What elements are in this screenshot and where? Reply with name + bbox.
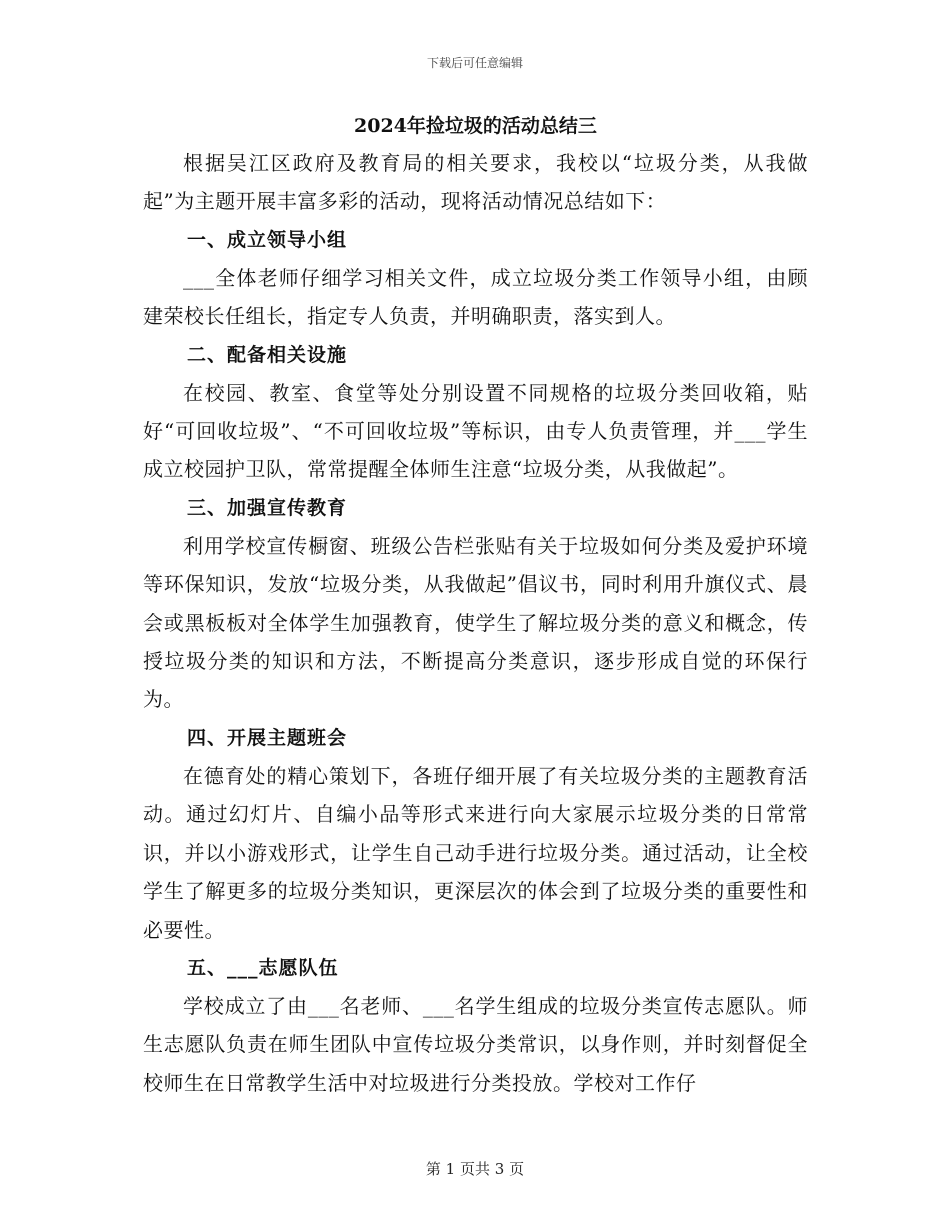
document-title: 2024年捡垃圾的活动总结三 <box>354 115 597 137</box>
section-body-3: 利用学校宣传橱窗、班级公告栏张贴有关于垃圾如何分类及爱护环境等环保知识，发放“垃圾分类，从我做起”倡议书，同时利用升旗仪式、晨会或黑板板对全体学生加强教育，使学生了解垃圾分类的意义和概念，传授垃圾分类的知识和方法，不断提高分类意识，逐步形成自觉的环保行为。 <box>143 533 808 712</box>
page-number: 第 1 页共 3 页 <box>425 1160 525 1178</box>
section-body-5: 学校成立了由___名老师、___名学生组成的垃圾分类宣传志愿队。师生志愿队负责在师生团队中宣传垃圾分类常识，以身作则，并时刻督促全校师生在日常教学生活中对垃圾进行分类投放。学校对工作仔 <box>143 993 808 1095</box>
section-heading-3: 三、加强宣传教育 <box>187 496 348 519</box>
section-heading-1: 一、成立领导小组 <box>187 228 348 251</box>
section-body-4: 在德育处的精心策划下，各班仔细开展了有关垃圾分类的主题教育活动。通过幻灯片、自编小品等形式来进行向大家展示垃圾分类的日常常识，并以小游戏形式，让学生自己动手进行垃圾分类。通过活动，让全校学生了解更多的垃圾分类知识，更深层次的体会到了垃圾分类的重要性和必要性。 <box>143 763 808 942</box>
section-heading-2: 二、配备相关设施 <box>187 343 348 366</box>
section-body-2: 在校园、教室、食堂等处分别设置不同规格的垃圾分类回收箱，贴好“可回收垃圾”、“不可回收垃圾”等标识，由专人负责管理，并___学生成立校园护卫队，常常提醒全体师生注意“垃圾分类，从我做起”。 <box>143 380 808 482</box>
document-body <box>143 108 808 1102</box>
section-heading-5: 五、___志愿队伍 <box>187 956 339 979</box>
intro-paragraph: 根据吴江区政府及教育局的相关要求，我校以“垃圾分类，从我做起”为主题开展丰富多彩的活动，现将活动情况总结如下： <box>143 151 808 214</box>
page-header: 下载后可任意编辑 <box>426 56 523 70</box>
section-heading-4: 四、开展主题班会 <box>187 726 348 749</box>
section-body-1: ___全体老师仔细学习相关文件，成立垃圾分类工作领导小组，由顾建荣校长任组长，指定专人负责，并明确职责，落实到人。 <box>143 265 808 329</box>
